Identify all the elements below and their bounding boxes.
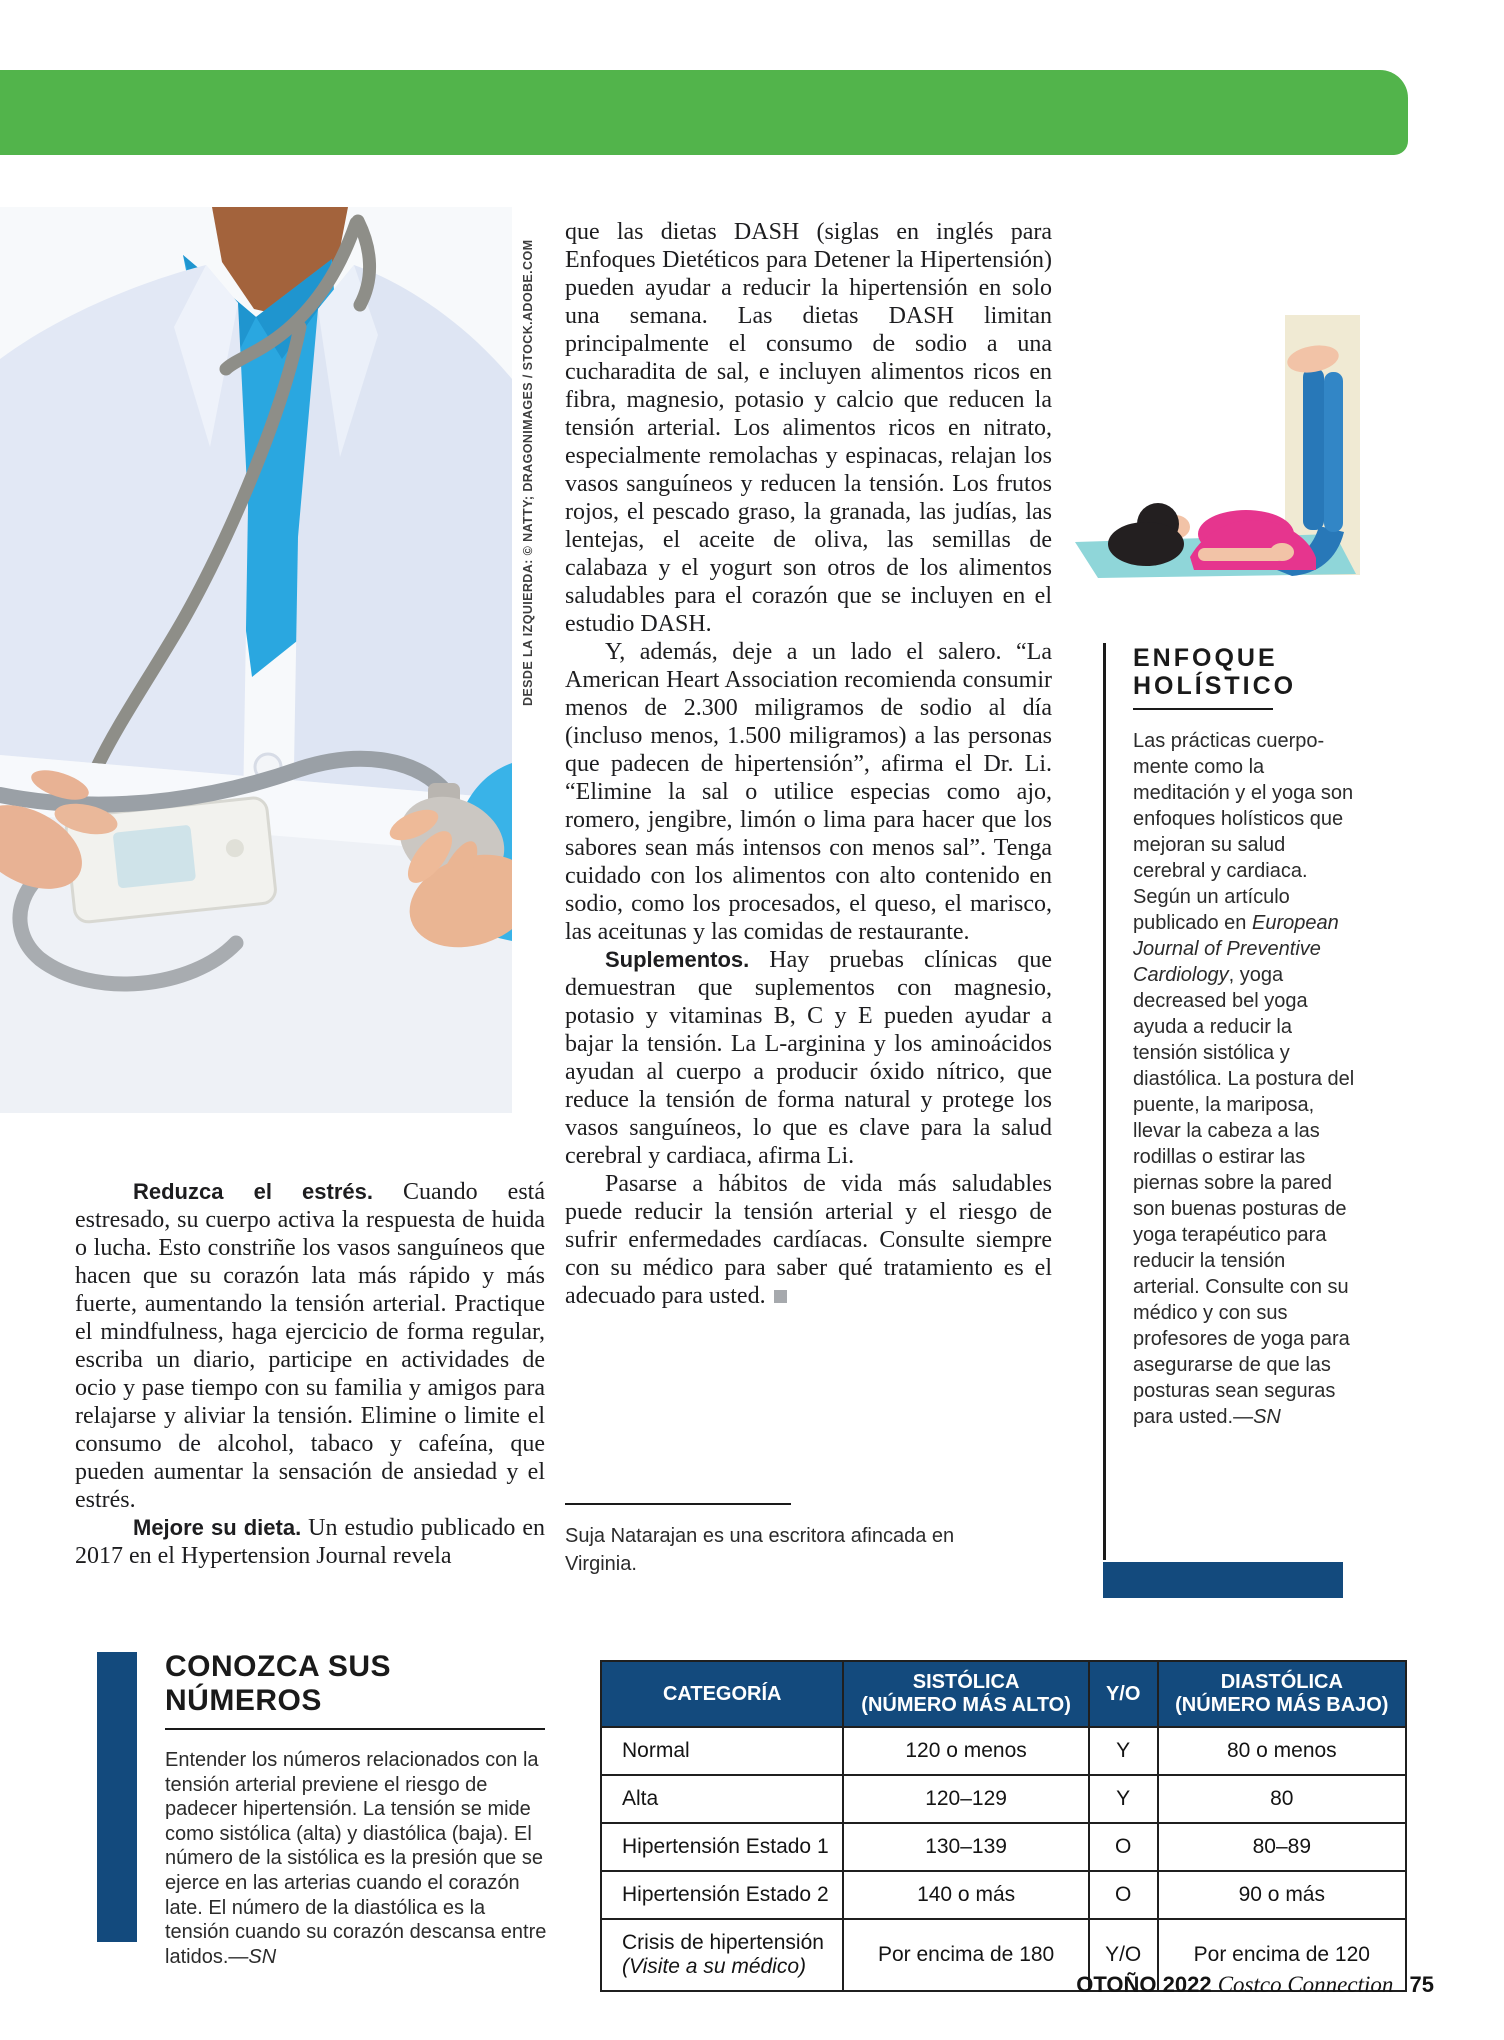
cell-andor: O [1089, 1823, 1158, 1871]
sidebar-title-rule [1133, 708, 1273, 710]
paragraph-text: Pasarse a hábitos de vida más saludables puede reducir la tensión arterial y el riesgo de sufrir enfermedades cardíacas. Consulte siempre con su médico para saber qué tratamiento es el adecuado para usted. [565, 1171, 1052, 1309]
cell-diastolic: 80 o menos [1158, 1727, 1406, 1775]
sidebar-byline: SN [1253, 1406, 1281, 1428]
article-paragraph [565, 1170, 1052, 1310]
cell-andor: Y [1089, 1775, 1158, 1823]
cell-category [601, 1919, 843, 1991]
article-paragraph: Y, además, deje a un lado el salero. “La American Heart Association recomienda consumir menos de 2.300 miligramos de sodio al día (incluso menos, 1.500 miligramos) a las personas que padecen de hipertensión”, afirma el Dr. Li. “Elimine la sal o utilice especias como ajo, romero, jengibre, limón o lima para hacer que los sabores sean más intensos con menos sal”. Tenga cuidado con los alimentos con alto contenido en sodio, como los procesados, el queso, el marisco, las aceitunas y las comidas de restaurante. [565, 639, 1052, 945]
cell-category-note: (Visite a su médico) [622, 1955, 807, 1978]
photo-credit: DESDE LA IZQUIERDA: © NATTY; DRAGONIMAGES / STOCK.ADOBE.COM [521, 239, 535, 706]
cell-diastolic: 80 [1158, 1775, 1406, 1823]
cell-category: Hipertensión Estado 2 [601, 1871, 843, 1919]
numbers-box-body [165, 1748, 551, 1969]
paragraph-text: Cuando está estresado, su cuerpo activa la respuesta de huida o lucha. Esto constriñe los vasos sanguíneos que hacen que su corazón lata más rápido y más fuerte, aumentando la tensión arterial. Practique el mindfulness, haga ejercicio de forma regular, escriba un diario, participe en actividades de ocio y pase tiempo con su familia y amigos para relajarse y aliviar la tensión. Elimine o limite el consumo de alcohol, tabaco y cafeína, que pueden aumentar la sensación de ansiedad y el estrés. [75, 1179, 545, 1513]
header-category: CATEGORÍA [601, 1661, 843, 1727]
cell-category-main: Crisis de hipertensión [622, 1931, 824, 1954]
doctor-blood-pressure-photo [0, 207, 512, 1113]
sidebar-body [1133, 728, 1355, 1430]
numbers-box-title-rule [165, 1728, 545, 1730]
header-systolic [843, 1661, 1088, 1727]
author-divider-rule [565, 1503, 791, 1505]
paragraph-text: Hay pruebas clínicas que demuestran que suplementos con magnesio, potasio y vitaminas B, C y E pueden ayudar a bajar la tensión. La L-arginina y los aminoácidos ayudan al cuerpo a producir óxido nítrico, que reduce la tensión de forma natural y protege los vasos sanguíneos, lo que es clave para la salud cerebral y cardiaca, afirma Li. [565, 947, 1052, 1169]
cell-diastolic: Por encima de 120 [1158, 1919, 1406, 1991]
author-note: Suja Natarajan es una escritora afincada en Virginia. [565, 1525, 955, 1575]
numbers-box [165, 1650, 551, 1969]
paragraph-lead: Reduzca el estrés. [133, 1179, 373, 1204]
sidebar-text: Las prácticas cuerpo-mente como la meditación y el yoga son enfoques holísticos que mejoran su salud cerebral y cardiaca. Según un artículo publicado en [1133, 730, 1354, 934]
table-row [601, 1727, 1406, 1775]
end-of-article-mark [774, 1290, 787, 1303]
header-accent-bar [0, 70, 1408, 155]
blood-pressure-table [600, 1660, 1407, 1992]
header-diastolic [1158, 1661, 1406, 1727]
journal-name: European Journal of Preventive Cardiology [1133, 912, 1339, 986]
cell-category: Hipertensión Estado 1 [601, 1823, 843, 1871]
article-left-column [75, 1178, 545, 1570]
cell-andor: Y/O [1089, 1919, 1158, 1991]
sidebar-title-line1: ENFOQUE [1133, 644, 1278, 672]
cell-systolic: 120–129 [843, 1775, 1088, 1823]
numbers-box-accent-bar [97, 1652, 137, 1942]
page-footer [1076, 1972, 1434, 1998]
footer-season: OTOÑO 2022 [1076, 1972, 1212, 1997]
table-row [601, 1823, 1406, 1871]
header-diastolic-line1: DIASTÓLICA [1220, 1671, 1343, 1693]
article-paragraph: que las dietas DASH (siglas en inglés para Enfoques Dietéticos para Detener la Hipertensión) pueden ayudar a reducir la hipertensión en solo una semana. Las dietas DASH limitan principalmente el consumo de sodio a una cucharadita de sal, e incluyen alimentos ricos en fibra, magnesio, potasio y calcio que reducen la tensión arterial. Los alimentos ricos en nitrato, especialmente remolachas y espinacas, relajan los vasos sanguíneos y reducen la tensión. Los frutos rojos, el pescado graso, la granada, las judías, las lentejas, el aceite de oliva, las semillas de calabaza y el yogurt son otros de los alimentos saludables para el corazón que se incluyen en el estudio DASH. [565, 219, 1052, 637]
header-andor: Y/O [1089, 1661, 1158, 1727]
article-paragraph [565, 946, 1052, 1170]
header-systolic-line1: SISTÓLICA [912, 1671, 1020, 1693]
numbers-box-byline: SN [248, 1945, 277, 1968]
sidebar-title-line2: HOLÍSTICO [1133, 672, 1297, 700]
header-systolic-line2: (NÚMERO MÁS ALTO) [861, 1694, 1071, 1716]
cell-systolic: 130–139 [843, 1823, 1088, 1871]
table-header-row [601, 1661, 1406, 1727]
cell-systolic: Por encima de 180 [843, 1919, 1088, 1991]
cell-systolic: 120 o menos [843, 1727, 1088, 1775]
numbers-box-text: Entender los números relacionados con la tensión arterial previene el riesgo de padecer hipertensión. La tensión se mide como sistólica (alta) y diastólica (baja). El número de la sistólica es la presión que se ejerce en las arterias cuando el corazón late. El número de la diastólica es la tensión cuando su corazón descansa entre latidos.— [165, 1749, 547, 1968]
sidebar-left-rule [1103, 643, 1106, 1560]
sidebar-bottom-bar [1103, 1562, 1343, 1598]
footer-magazine-name: Costco Connection [1217, 1972, 1394, 1997]
paragraph-lead: Suplementos. [605, 947, 750, 972]
footer-page-number: 75 [1409, 1972, 1434, 1997]
table-row [601, 1871, 1406, 1919]
cell-systolic: 140 o más [843, 1871, 1088, 1919]
table-row [601, 1775, 1406, 1823]
numbers-box-title: CONOZCA SUS NÚMEROS [165, 1650, 392, 1717]
paragraph-text: Un estudio publicado en 2017 en el Hypertension Journal revela [75, 1515, 545, 1569]
article-paragraph [75, 1178, 545, 1514]
cell-andor: Y [1089, 1727, 1158, 1775]
cell-diastolic: 90 o más [1158, 1871, 1406, 1919]
paragraph-lead: Mejore su dieta. [133, 1515, 302, 1540]
cell-andor: O [1089, 1871, 1158, 1919]
article-paragraph [75, 1514, 545, 1570]
yoga-illustration [1060, 222, 1480, 582]
cell-category: Alta [601, 1775, 843, 1823]
cell-category: Normal [601, 1727, 843, 1775]
sidebar-holistic [1133, 644, 1355, 1430]
cell-diastolic: 80–89 [1158, 1823, 1406, 1871]
header-diastolic-line2: (NÚMERO MÁS BAJO) [1175, 1694, 1389, 1716]
article-main-column [565, 218, 1052, 1310]
sidebar-text: , yoga decreased bel yoga ayuda a reducir la tensión sistólica y diastólica. La postura del puente, la mariposa, llevar la cabeza a las rodillas o estirar las piernas sobre la pared son buenas posturas de yoga terapéutico para reducir la tensión arterial. Consulte con su médico y con sus profesores de yoga para asegurarse de que las posturas sean seguras para usted.— [1133, 964, 1355, 1428]
